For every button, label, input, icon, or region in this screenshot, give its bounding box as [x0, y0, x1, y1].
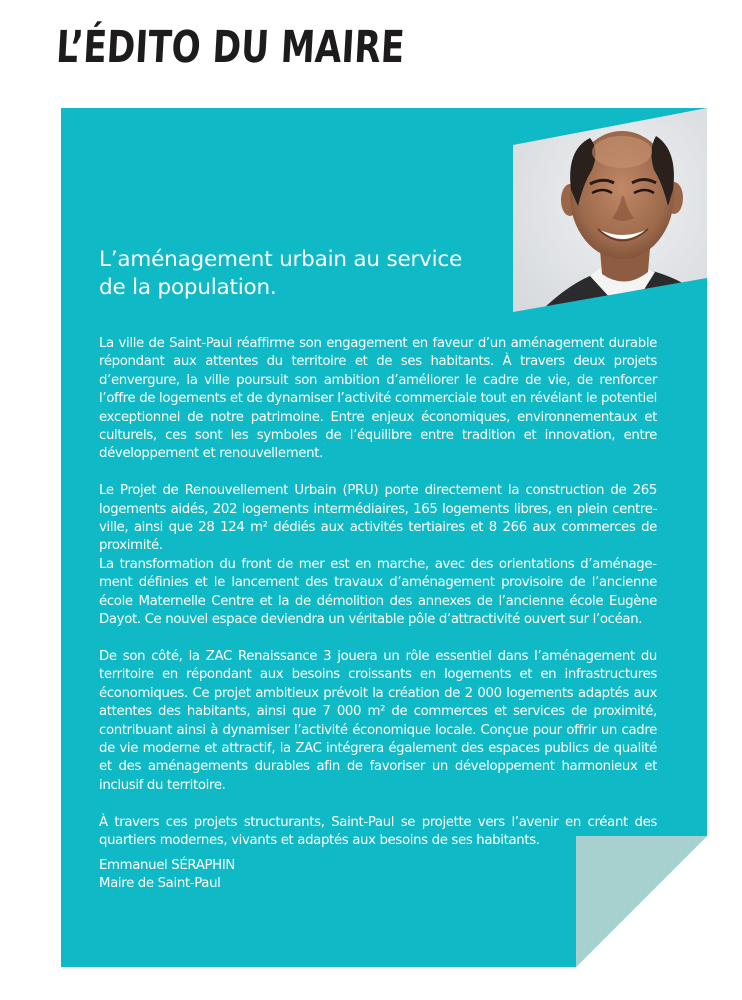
paragraph-conclusion: À travers ces projets structurants, Saint-Paul se projette vers l’avenir en créant des quartiers modernes, vivants et adaptés aux besoins de ses habitants.: [99, 814, 657, 848]
page-title: L’ÉDITO DU MAIRE: [55, 22, 406, 73]
signature-role: Maire de Saint-Paul: [99, 876, 221, 892]
paragraph-front-de-mer: La transformation du front de mer est en marche, avec des orientations d’aménagement définies et le lancement des travaux d’aménagement provisoire de l’ancienne école Maternelle Centre et la de démolition des annexes de l’ancienne école Eugène Dayot. Ce nouvel espace deviendra un véritable pôle d’attractivité ouvert sur l’océan.: [99, 556, 657, 628]
signature-name: Emmanuel SÉRAPHIN: [99, 858, 235, 873]
signature: [99, 857, 235, 894]
paragraph-pru: Le Projet de Renouvellement Urbain (PRU) porte directement la construction de 265 logements aidés, 202 logements intermédiaires, 165 logements libres, en plein centre-ville, ainsi que 28 124 m² dédiés aux activités tertiaires et 8 266 aux commerces de proximité.: [99, 483, 657, 554]
paragraph-zac-renaissance: De son côté, la ZAC Renaissance 3 jouera un rôle essentiel dans l’aménagement du territoire en répondant aux besoins croissants en logements et en infrastructures économiques. Ce projet ambitieux prévoit la création de 2 000 logements adaptés aux attentes des habitants, ainsi que 7 000 m² de commerces et services de proximité, contribuant ainsi à dynamiser l’activité économique locale. Conçue pour offrir un cadre de vie moderne et attractif, la ZAC intégrera également des espaces publics de qualité et des aménagements durables afin de favoriser un développement harmonieux et inclusif du territoire.: [99, 648, 657, 793]
editorial-body: [99, 335, 657, 869]
editorial-headline: L’aménagement urbain au service de la population.: [99, 247, 463, 300]
paragraph-intro: La ville de Saint-Paul réaffirme son engagement en faveur d’un aménagement durable répondant aux attentes du territoire et de ses habitants. À travers deux projets d’envergure, la ville poursuit son ambition d’améliorer le cadre de vie, de renforcer l’offre de logements et de dynamiser l’activité commerciale tout en révélant le potentiel exceptionnel de notre patrimoine. Entre enjeux économiques, environnementaux et culturels, ces sont les symboles de l’équilibre entre tradition et innovation, entre développement et renouvellement.: [99, 336, 657, 462]
